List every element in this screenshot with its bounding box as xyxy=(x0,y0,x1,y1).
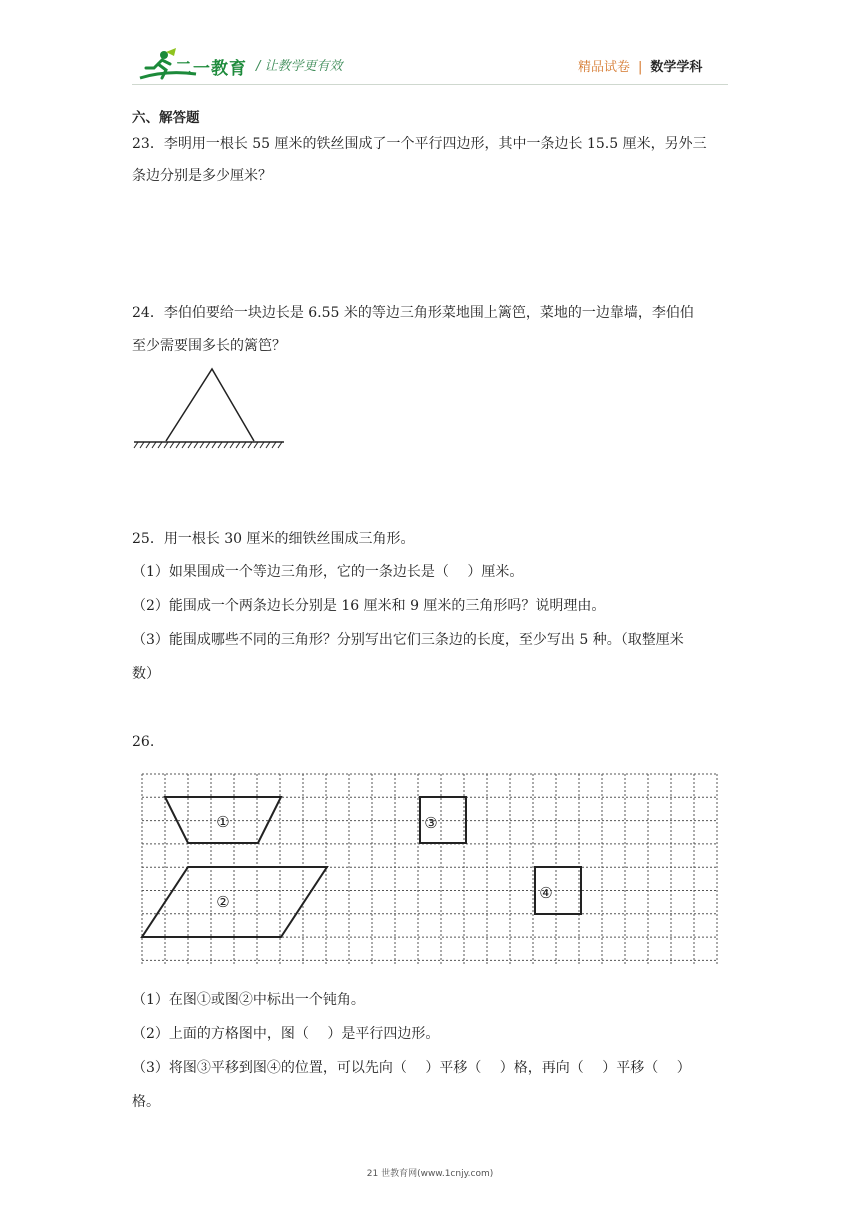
q24-line2: 至少需要围多长的篱笆？ xyxy=(132,338,286,354)
section-title: 六、解答题 xyxy=(132,110,200,126)
q26-part2: （2）上面的方格图中，图（ ）是平行四边形。 xyxy=(132,1026,440,1042)
q23-line2: 条边分别是多少厘米？ xyxy=(132,168,272,184)
header-label-quality: 精品试卷 xyxy=(578,60,631,75)
q25-part3-line2: 数） xyxy=(132,666,160,682)
q26-part1: （1）在图①或图②中标出一个钝角。 xyxy=(132,992,365,1008)
q26-part3-line2: 格。 xyxy=(132,1094,160,1110)
header-labels xyxy=(578,56,702,75)
header-divider xyxy=(132,84,728,85)
figure-4-label: ④ xyxy=(539,884,553,902)
q25-part3-line1: （3）能围成哪些不同的三角形？分别写出它们三条边的长度，至少写出 5 种。（取整厘米 xyxy=(132,632,684,648)
q25-part1: （1）如果围成一个等边三角形，它的一条边长是（ ）厘米。 xyxy=(132,564,524,580)
triangle-wall-diagram xyxy=(132,364,292,454)
header-label-subject: 数学学科 xyxy=(650,60,703,75)
q26-number: 26. xyxy=(132,734,155,750)
q25-stem: 25．用一根长 30 厘米的细铁丝围成三角形。 xyxy=(132,531,415,547)
q26-part3-line1: （3）将图③平移到图④的位置，可以先向（ ）平移（ ）格，再向（ ）平移（ ） xyxy=(132,1060,691,1076)
slogan: / 让教学更有效 xyxy=(256,59,343,74)
figure-2-label: ② xyxy=(216,893,230,911)
figure-1-label: ① xyxy=(216,813,230,831)
grid-figure xyxy=(138,770,728,966)
figure-3-label: ③ xyxy=(424,814,438,832)
logo-text: 二一教育 xyxy=(175,59,247,79)
header-separator: | xyxy=(638,60,643,75)
footer: 21 世教育网(www.1cnjy.com) xyxy=(366,1169,494,1179)
q25-part2: （2）能围成一个两条边长分别是 16 厘米和 9 厘米的三角形吗？说明理由。 xyxy=(132,598,606,614)
q23-line1: 23．李明用一根长 55 厘米的铁丝围成了一个平行四边形，其中一条边长 15.5 厘米，另外三 xyxy=(132,136,707,152)
q24-line1: 24．李伯伯要给一块边长是 6.55 米的等边三角形菜地围上篱笆，菜地的一边靠墙，李伯伯 xyxy=(132,305,694,321)
